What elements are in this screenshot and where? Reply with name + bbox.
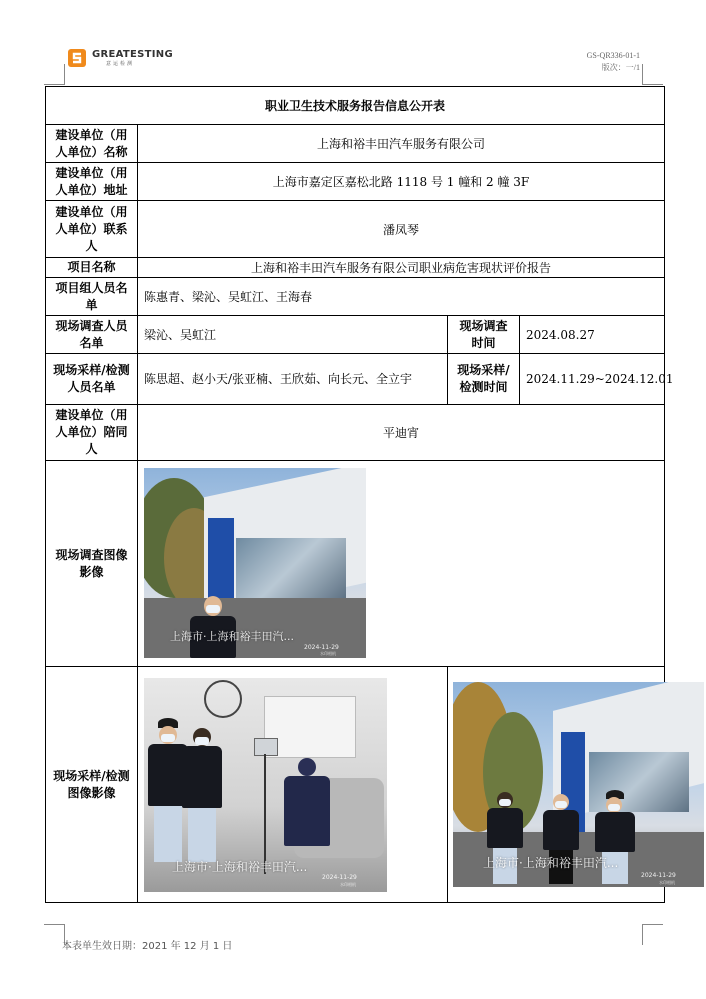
label-unit-address: 建设单位（用人单位）地址: [46, 163, 138, 201]
photo-watermark-date: 2024-11-29: [304, 644, 339, 651]
crop-mark-top-left: [44, 64, 65, 85]
label-sampling-time: 现场采样/检测时间: [448, 354, 520, 405]
logo-name: GREATESTING: [92, 48, 173, 60]
label-sampling-staff: 现场采样/检测人员名单: [46, 354, 138, 405]
person: [593, 790, 637, 887]
label-contact: 建设单位（用人单位）联系人: [46, 201, 138, 258]
company-logo: [68, 49, 173, 67]
label-survey-time: 现场调查时间: [448, 316, 520, 354]
label-survey-images: 现场调查图像影像: [46, 461, 138, 667]
value-unit-address: 上海市嘉定区嘉松北路 1118 号 1 幢和 2 幢 3F: [138, 163, 665, 201]
glass-window: [236, 538, 346, 598]
logo-subtitle: 意运检测: [106, 60, 135, 67]
info-disclosure-table: [45, 86, 676, 903]
photo-watermark-location: 上海市·上海和裕丰田汽...: [483, 856, 619, 870]
value-survey-time: 2024.08.27: [520, 316, 665, 354]
person: [184, 596, 244, 658]
photo-watermark-cam: 水印相机: [340, 881, 356, 887]
fan-icon: [204, 680, 242, 718]
crop-mark-top-right: [642, 64, 663, 85]
photo-watermark-date: 2024-11-29: [641, 872, 676, 879]
label-project: 项目名称: [46, 258, 138, 278]
document-number-block: [587, 50, 640, 74]
photo-watermark-location: 上海市·上海和裕丰田汽...: [172, 859, 308, 874]
photo-watermark-date: 2024-11-29: [322, 873, 357, 881]
document-number: GS-QR336-01-1: [586, 51, 640, 60]
label-survey-staff: 现场调查人员名单: [46, 316, 138, 354]
sampling-photo-indoor: [144, 678, 387, 892]
value-contact: 潘凤琴: [138, 201, 665, 258]
label-unit-name: 建设单位（用人单位）名称: [46, 125, 138, 163]
value-sampling-time: 2024.11.29~2024.12.01: [520, 354, 665, 405]
value-unit-name: 上海和裕丰田汽车服务有限公司: [138, 125, 665, 163]
value-sampling-staff: 陈思超、赵小天/张亚楠、王欣茹、向长元、全立宇: [138, 354, 448, 405]
table-title: 职业卫生技术服务报告信息公开表: [46, 87, 665, 125]
document-version: 版次：一/1: [601, 63, 640, 72]
person: [280, 758, 336, 868]
label-escort: 建设单位（用人单位）陪同人: [46, 405, 138, 461]
logo-mark-icon: [68, 49, 86, 67]
photo-watermark-cam: 水印相机: [659, 880, 675, 885]
person: [541, 794, 581, 887]
label-sampling-images: 现场采样/检测图像影像: [46, 667, 138, 903]
effective-date-footer: 本表单生效日期：2021 年 12 月 1 日: [62, 941, 233, 952]
value-project: 上海和裕丰田汽车服务有限公司职业病危害现状评价报告: [138, 258, 665, 278]
photo-watermark-location: 上海市·上海和裕丰田汽...: [170, 630, 294, 643]
photo-watermark-cam: 水印相机: [320, 651, 336, 656]
tripod: [264, 754, 266, 874]
value-survey-staff: 梁沁、吴虹江: [138, 316, 448, 354]
sampling-photo-outdoor: [453, 682, 704, 887]
label-team: 项目组人员名单: [46, 278, 138, 316]
crop-mark-bottom-right: [642, 924, 663, 945]
sampling-instrument: [254, 738, 278, 756]
value-team: 陈惠青、梁沁、吴虹江、王海春: [138, 278, 665, 316]
person: [485, 792, 525, 887]
person: [180, 728, 224, 868]
value-escort: 平迪宵: [138, 405, 665, 461]
survey-photo: [144, 468, 366, 658]
